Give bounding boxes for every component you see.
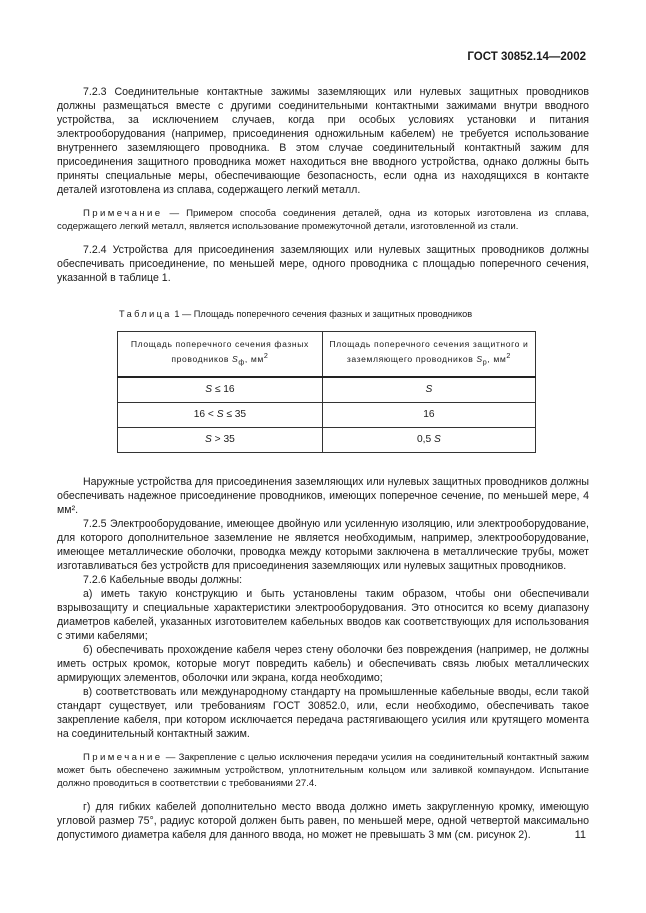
page-number: 11 <box>574 829 586 841</box>
table-cell: S <box>322 377 535 403</box>
document-code: ГОСТ 30852.14—2002 <box>467 51 586 63</box>
table-cell: 16 < S ≤ 35 <box>118 402 323 427</box>
note-1-text: — Примером способа соединения деталей, одна из которых изготовлена из сплава, содержащего легкий металл, является использование промежуточной детали, изготовленной из стали. <box>57 208 589 232</box>
note-1-label: Примечание <box>83 208 163 219</box>
paragraph-outer-devices: Наружные устройства для присоединения заземляющих или нулевых защитных проводников должны обеспечивать надежное присоединение проводников, имеющих поперечное сечение, по меньшей мере, 4 мм². <box>57 475 589 516</box>
table-row <box>118 377 536 403</box>
table-1-title: 1 — Площадь поперечного сечения фазных и защитных проводников <box>174 309 473 319</box>
table-1-header-phase: Площадь поперечного сечения фазных проводников $S_ф$, $мм^2$ <box>118 332 323 377</box>
list-item-d: г) для гибких кабелей дополнительно место ввода должно иметь закругленную кромку, имеющую угловой размер 75°, радиус которой должен быть равен, по меньшей мере, одной четвертой максимально допустимого диаметра кабеля для данного ввода, но может не превышать 3 мм (см. рисунок 2). <box>57 800 589 841</box>
note-2 <box>57 751 589 790</box>
note-2-label: Примечание <box>83 751 163 763</box>
table-1-caption <box>119 307 589 321</box>
table-cell: 0,5 S <box>322 427 535 452</box>
clause-7-2-4: 7.2.4 Устройства для присоединения заземляющих или нулевых защитных проводников должны обеспечивать присоединение, по меньшей мере, одного проводника с площадью поперечного сечения, указанной в таблице 1. <box>57 244 589 284</box>
table-1-label: Таблица <box>119 309 172 319</box>
note-2-text: — Закрепление с целью исключения передачи усилия на соединительный контактный зажим может быть обеспечено зажимным устройством, уплотнительным кольцом или заливкой компаундом. Испытание должно проводиться в соответствии с требованиями 27.4. <box>57 751 589 789</box>
note-1 <box>57 207 589 233</box>
clause-7-2-5: 7.2.5 Электрооборудование, имеющее двойную или усиленную изоляцию, или электрооборудование, для которого дополнительное заземление не является необходимым, например, электрооборудование, имеющее металлические оболочки, проводка между которыми заключена в металлические трубы, может изготавливаться без устройств для присоединения заземляющих или нулевых защитных проводников. <box>57 517 589 572</box>
table-cell: S > 35 <box>118 427 323 452</box>
table-row <box>118 427 536 452</box>
list-item-a: а) иметь такую конструкцию и быть установлены таким образом, чтобы они обеспечивали взрывозащиту и специальные характеристики электрооборудования. Это относится ко всему диапазону диаметров кабелей, указанных изготовителем кабельных вводов как соответствующих для использования с этими кабелями; <box>57 587 589 642</box>
table-1-header-protective: Площадь поперечного сечения защитного и заземляющего проводников $S_р$, $мм^2$ <box>322 332 535 377</box>
list-item-c: в) соответствовать или международному стандарту на промышленные кабельные вводы, если такой стандарт существует, или требованиям ГОСТ 30852.0, или, если необходимо, обеспечивать такое закрепление кабеля, при котором исключается передача растягивающего усилия или крутящего момента на соединительный контактный зажим. <box>57 685 589 740</box>
list-item-b: б) обеспечивать прохождение кабеля через стену оболочки без повреждения (например, не должны иметь острых кромок, которые могут повредить кабель) и обеспечивать связь любых металлических армирующих элементов, оболочки или экрана, когда необходимо; <box>57 643 589 684</box>
clause-7-2-6: 7.2.6 Кабельные вводы должны: <box>83 573 243 586</box>
clause-7-2-3: 7.2.3 Соединительные контактные зажимы заземляющих или нулевых защитных проводников должны размещаться вместе с другими соединительными контактными зажимами внутри вводного устройства, за исключением случаев, когда при особых условиях установки и питания электрооборудования (например, присоединения одножильным кабелем) не требуется использование внутреннего заземляющего проводника. В этом случае соединительный контактный зажим для присоединения защитного проводника может находиться вне вводного устройства, однако должны быть приняты специальные меры, обеспечивающие безопасность, если одна из находящихся в контакте деталей изготовлена из сплава, содержащего легкий металл. <box>57 86 589 196</box>
document-body <box>57 85 589 842</box>
table-cell: 16 <box>322 402 535 427</box>
table-row <box>118 402 536 427</box>
table-1 <box>117 331 536 453</box>
table-cell: S ≤ 16 <box>118 377 323 403</box>
